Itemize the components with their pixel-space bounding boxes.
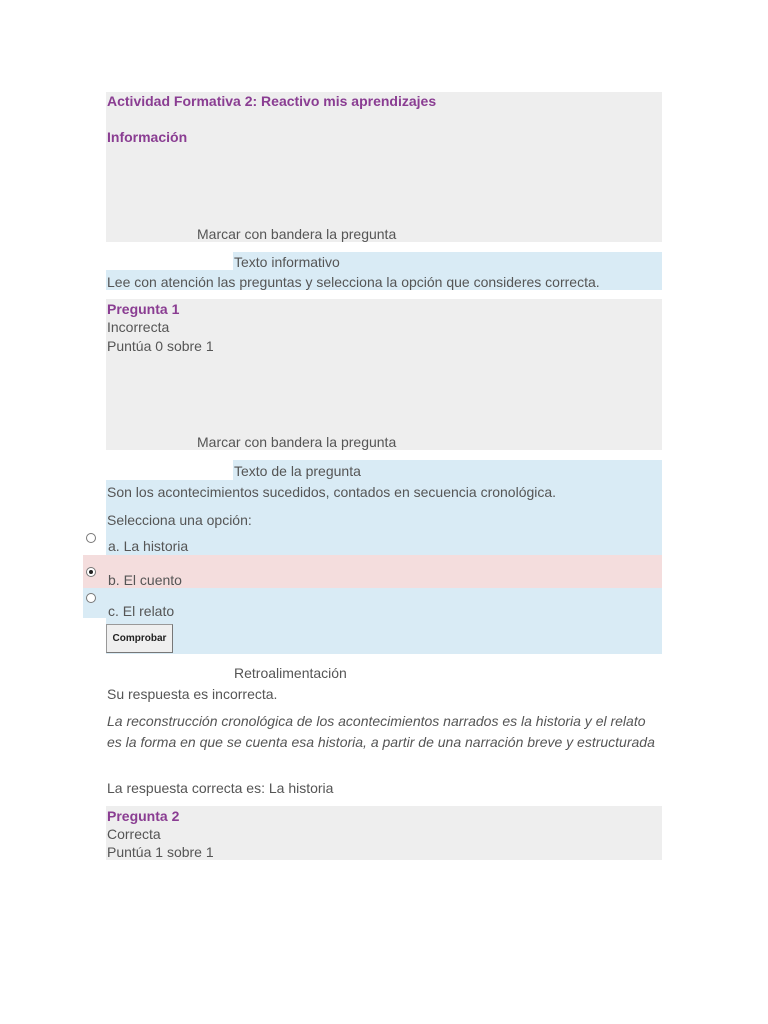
- q2-score: Puntúa 1 sobre 1: [107, 844, 214, 860]
- q2-status: Correcta: [107, 826, 161, 842]
- q1-flag-question-link[interactable]: Marcar con bandera la pregunta: [197, 434, 397, 450]
- correct-answer: La respuesta correcta es: La historia: [107, 780, 334, 796]
- q1-option-c-label[interactable]: c. El relato: [108, 603, 175, 619]
- q1-info-panel: [106, 299, 662, 450]
- q1-score: Puntúa 0 sobre 1: [107, 338, 214, 354]
- info-title: Información: [107, 129, 188, 145]
- info-text: Lee con atención las preguntas y selecciona la opción que consideres correcta.: [107, 274, 600, 290]
- flag-question-link[interactable]: Marcar con bandera la pregunta: [197, 226, 397, 242]
- q1-question-text: Son los acontecimientos sucedidos, contados en secuencia cronológica.: [107, 484, 557, 500]
- activity-title: Actividad Formativa 2: Reactivo mis aprendizajes: [107, 93, 437, 109]
- q1-title: Pregunta 1: [107, 301, 180, 317]
- info-text-label: Texto informativo: [234, 254, 340, 270]
- check-button[interactable]: Comprobar: [106, 624, 173, 653]
- feedback-label: Retroalimentación: [234, 665, 347, 681]
- q1-text-label: Texto de la pregunta: [234, 463, 361, 479]
- q1-option-b-radio[interactable]: [86, 567, 96, 577]
- feedback-result: Su respuesta es incorrecta.: [107, 686, 278, 702]
- q1-option-c-strip: [83, 588, 106, 618]
- q1-options-panel: [106, 588, 662, 654]
- q1-status: Incorrecta: [107, 319, 170, 335]
- info-panel: [106, 92, 662, 242]
- q2-title: Pregunta 2: [107, 808, 180, 824]
- q1-prompt: Selecciona una opción:: [107, 512, 252, 528]
- q1-option-b-label[interactable]: b. El cuento: [108, 572, 182, 588]
- q1-option-a-label[interactable]: a. La historia: [108, 538, 189, 554]
- q1-option-a-radio[interactable]: [86, 533, 96, 543]
- q1-option-c-radio[interactable]: [86, 593, 96, 603]
- feedback-explanation: La reconstrucción cronológica de los acontecimientos narrados es la historia y el relato es la forma en que se cuenta esa historia, a partir de una narración breve y estructurada: [107, 713, 655, 750]
